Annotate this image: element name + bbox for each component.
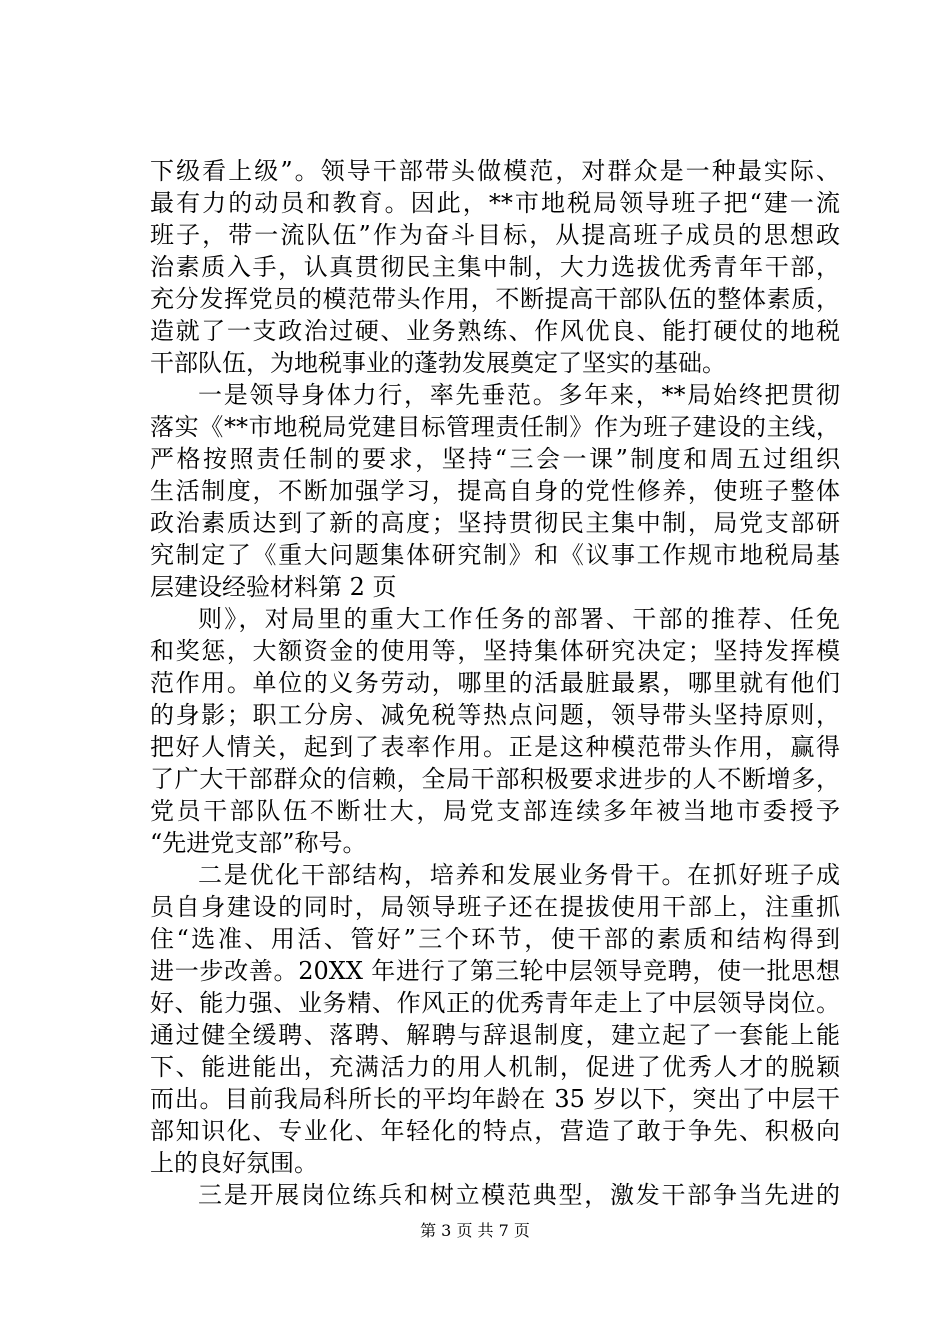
text-line: 三是开展岗位练兵和树立模范典型，激发干部争当先进的 [198, 1181, 840, 1209]
text-line: 住“选准、用活、管好”三个环节，使干部的素质和结构得到 [150, 925, 840, 953]
text-line: 究制定了《重大问题集体研究制》和《议事工作规市地税局基 [150, 541, 840, 569]
text-line: 则》，对局里的重大工作任务的部署、干部的推荐、任免 [198, 605, 840, 633]
text-line: 生活制度，不断加强学习，提高自身的党性修养，使班子整体 [150, 477, 840, 505]
text-line: 班子，带一流队伍”作为奋斗目标，从提高班子成员的思想政 [150, 221, 840, 249]
text-line: 层建设经验材料第 2 页 [150, 573, 397, 601]
text-line: 干部队伍，为地税事业的蓬勃发展奠定了坚实的基础。 [150, 349, 726, 377]
text-line: 充分发挥党员的模范带头作用，不断提高干部队伍的整体素质， [150, 285, 840, 313]
text-line: 员自身建设的同时，局领导班子还在提拔使用干部上，注重抓 [150, 893, 840, 921]
page-number: 第 3 页 共 7 页 [420, 1221, 530, 1240]
text-line: 最有力的动员和教育。因此，**市地税局领导班子把“建一流 [150, 189, 840, 217]
text-line: 严格按照责任制的要求，坚持“三会一课”制度和周五过组织 [150, 445, 840, 473]
text-line: 而出。目前我局科所长的平均年龄在 35 岁以下，突出了中层干 [150, 1085, 840, 1113]
text-line: 下级看上级”。领导干部带头做模范，对群众是一种最实际、 [150, 157, 840, 185]
text-line: 范作用。单位的义务劳动，哪里的活最脏最累，哪里就有他们 [150, 669, 840, 697]
text-line: 下、能进能出，充满活力的用人机制，促进了优秀人才的脱颖 [150, 1053, 840, 1081]
text-line: 了广大干部群众的信赖，全局干部积极要求进步的人不断增多， [150, 765, 840, 793]
text-line: 政治素质达到了新的高度；坚持贯彻民主集中制，局党支部研 [150, 509, 840, 537]
text-line: 造就了一支政治过硬、业务熟练、作风优良、能打硬仗的地税 [150, 317, 840, 345]
text-line: “先进党支部”称号。 [150, 829, 367, 857]
text-line: 通过健全缓聘、落聘、解聘与辞退制度，建立起了一套能上能 [150, 1021, 840, 1049]
text-line: 上的良好氛围。 [150, 1149, 318, 1177]
text-line: 和奖惩，大额资金的使用等，坚持集体研究决定；坚持发挥模 [150, 637, 840, 665]
text-line: 好、能力强、业务精、作风正的优秀青年走上了中层领导岗位。 [150, 989, 840, 1017]
text-line: 党员干部队伍不断壮大，局党支部连续多年被当地市委授予 [150, 797, 840, 825]
text-line: 一是领导身体力行，率先垂范。多年来，**局始终把贯彻 [198, 381, 840, 409]
text-line: 治素质入手，认真贯彻民主集中制，大力选拔优秀青年干部， [150, 253, 840, 281]
text-line: 进一步改善。20XX 年进行了第三轮中层领导竞聘，使一批思想 [150, 957, 840, 985]
page-footer [0, 1220, 950, 1242]
document-body [150, 155, 840, 1211]
text-line: 落实《**市地税局党建目标管理责任制》作为班子建设的主线， [150, 413, 840, 441]
text-line: 的身影；职工分房、减免税等热点问题，领导带头坚持原则， [150, 701, 840, 729]
text-line: 把好人情关，起到了表率作用。正是这种模范带头作用，赢得 [150, 733, 840, 761]
text-line: 部知识化、专业化、年轻化的特点，营造了敢于争先、积极向 [150, 1117, 840, 1145]
text-line: 二是优化干部结构，培养和发展业务骨干。在抓好班子成 [198, 861, 840, 889]
